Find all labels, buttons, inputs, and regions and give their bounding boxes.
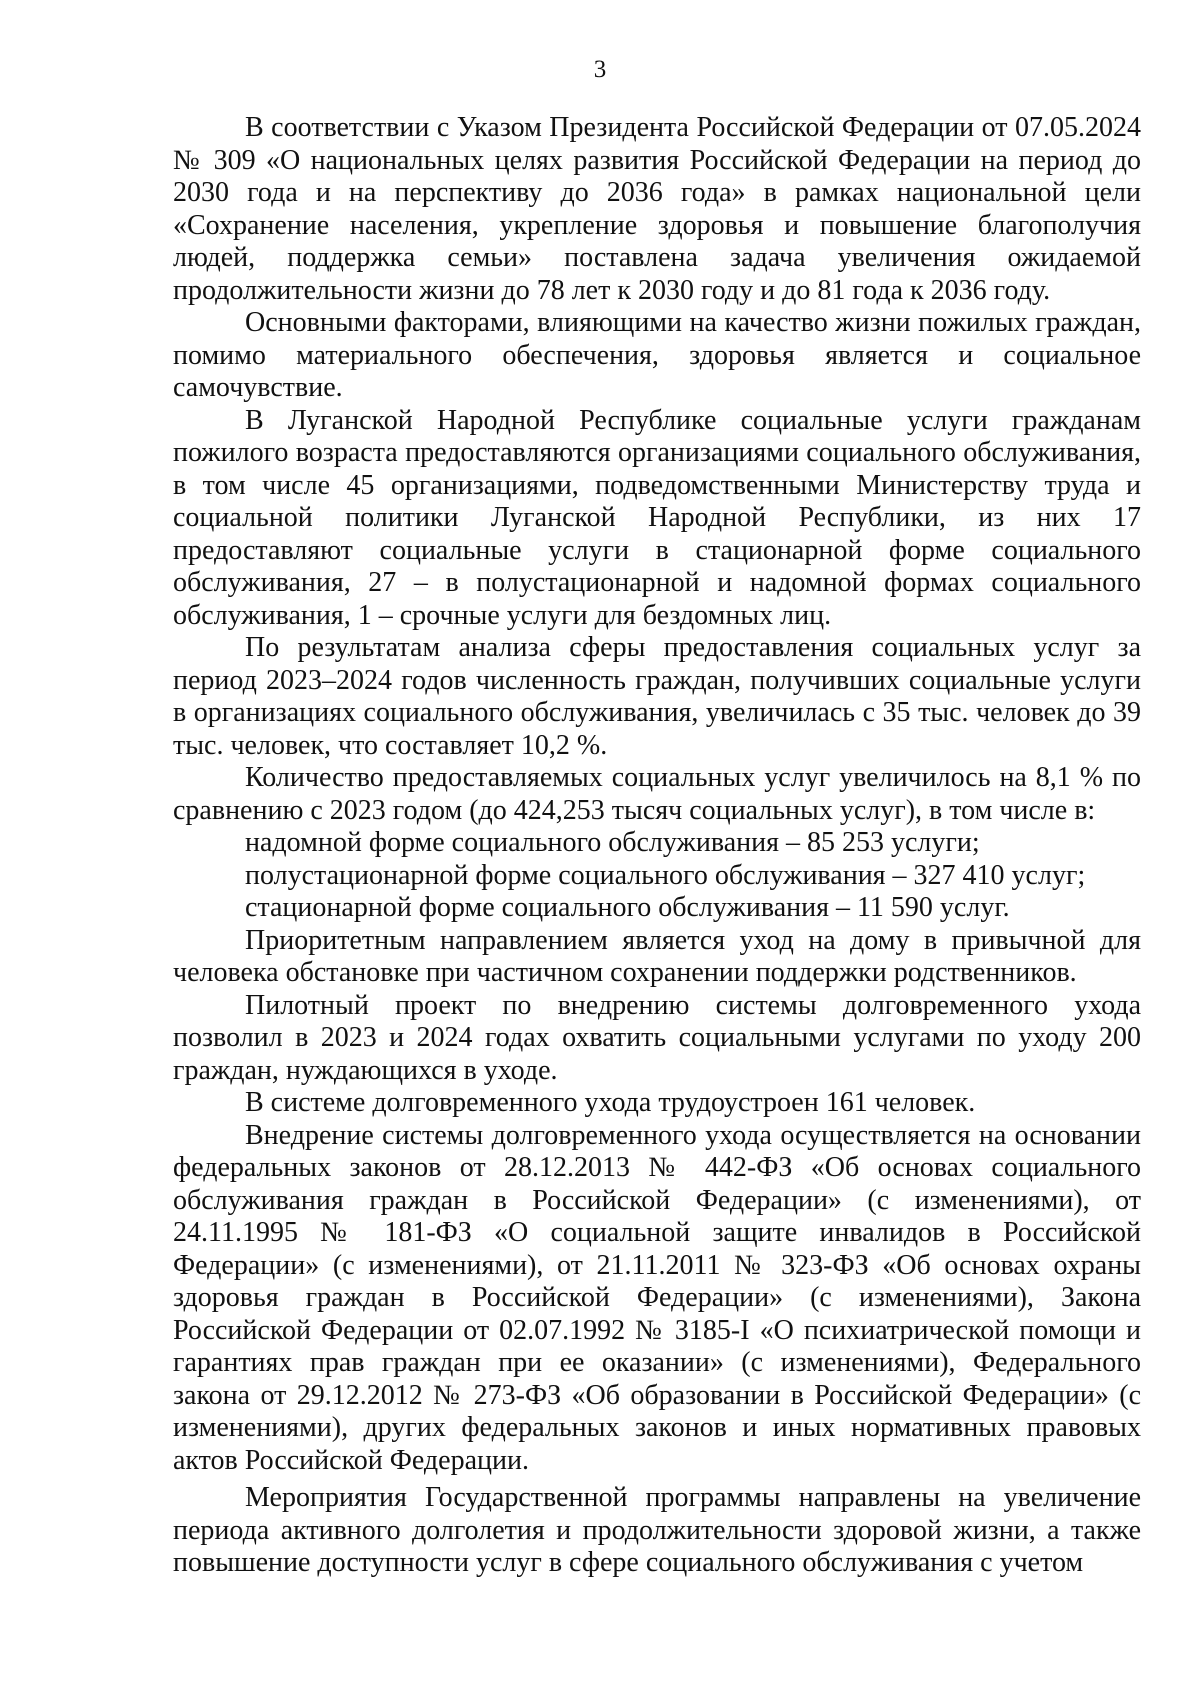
paragraph-lnr-organizations: В Луганской Народной Республике социальные услуги гражданам пожилого возраста предоставляются организациями социального обслуживания, в том числе 45 организациями, подведомственными Министерству труда и социальной политики Луганской Народной Республики, из них 17 предоставляют социальные услуги в стационарной форме социального обслуживания, 27 – в полустационарной и надомной формах социального обслуживания, 1 – срочные услуги для бездомных лиц.	[173, 404, 1141, 631]
paragraph-national-goals: В соответствии с Указом Президента Российской Федерации от 07.05.2024 № 309 «О национальных целях развития Российской Федерации на период до 2030 года и на перспективу до 2036 года» в рамках национальной цели «Сохранение населения, укрепление здоровья и повышение благополучия людей, поддержка семьи» поставлена задача увеличения ожидаемой продолжительности жизни до 78 лет к 2030 году и до 81 года к 2036 году.	[173, 112, 1141, 306]
document-body	[173, 112, 1141, 1580]
list-item-stationary-form: стационарной форме социального обслуживания – 11 590 услуг.	[245, 892, 1010, 923]
paragraph-program-measures: Мероприятия Государственной программы направлены на увеличение периода активного долголетия и продолжительности здоровой жизни, а также повышение доступности услуг в сфере социального обслуживания с учетом	[173, 1482, 1141, 1578]
paragraph-analysis-results: По результатам анализа сферы предоставления социальных услуг за период 2023–2024 годов численность граждан, получивших социальные услуги в организациях социального обслуживания, увеличилась с 35 тыс. человек до 39 тыс. человек, что составляет 10,2 %.	[173, 632, 1141, 761]
page-number: 3	[593, 56, 607, 83]
paragraph-employment: В системе долговременного ухода трудоустроен 161 человек.	[245, 1087, 976, 1118]
paragraph-home-care-priority: Приоритетным направлением является уход на дому в привычной для человека обстановке при частичном сохранении поддержки родственников.	[173, 924, 1141, 988]
paragraph-services-count: Количество предоставляемых социальных услуг увеличилось на 8,1 % по сравнению с 2023 годом (до 424,253 тысяч социальных услуг), в том числе в:	[173, 762, 1141, 826]
list-item-home-form: надомной форме социального обслуживания – 85 253 услуги;	[245, 827, 980, 858]
paragraph-legal-basis: Внедрение системы долговременного ухода осуществляется на основании федеральных законов от 28.12.2013 № 442-ФЗ «Об основах социального обслуживания граждан в Российской Федерации» (с изменениями), от 24.11.1995 № 181-ФЗ «О социальной защите инвалидов в Российской Федерации» (с изменениями), от 21.11.2011 № 323-ФЗ «Об основах охраны здоровья граждан в Российской Федерации» (с изменениями), Закона Российской Федерации от 02.07.1992 № 3185-I «О психиатрической помощи и гарантиях прав граждан при ее оказании» (с изменениями), Федерального закона от 29.12.2012 № 273-ФЗ «Об образовании в Российской Федерации» (с изменениями), других федеральных законов и иных нормативных правовых актов Российской Федерации.	[173, 1119, 1141, 1476]
paragraph-pilot-project: Пилотный проект по внедрению системы долговременного ухода позволил в 2023 и 2024 годах охватить социальными услугами по уходу 200 граждан, нуждающихся в уходе.	[173, 989, 1141, 1086]
paragraph-quality-factors: Основными факторами, влияющими на качество жизни пожилых граждан, помимо материального обеспечения, здоровья является и социальное самочувствие.	[173, 307, 1141, 403]
list-item-semi-stationary-form: полустационарной форме социального обслуживания – 327 410 услуг;	[245, 859, 1086, 891]
